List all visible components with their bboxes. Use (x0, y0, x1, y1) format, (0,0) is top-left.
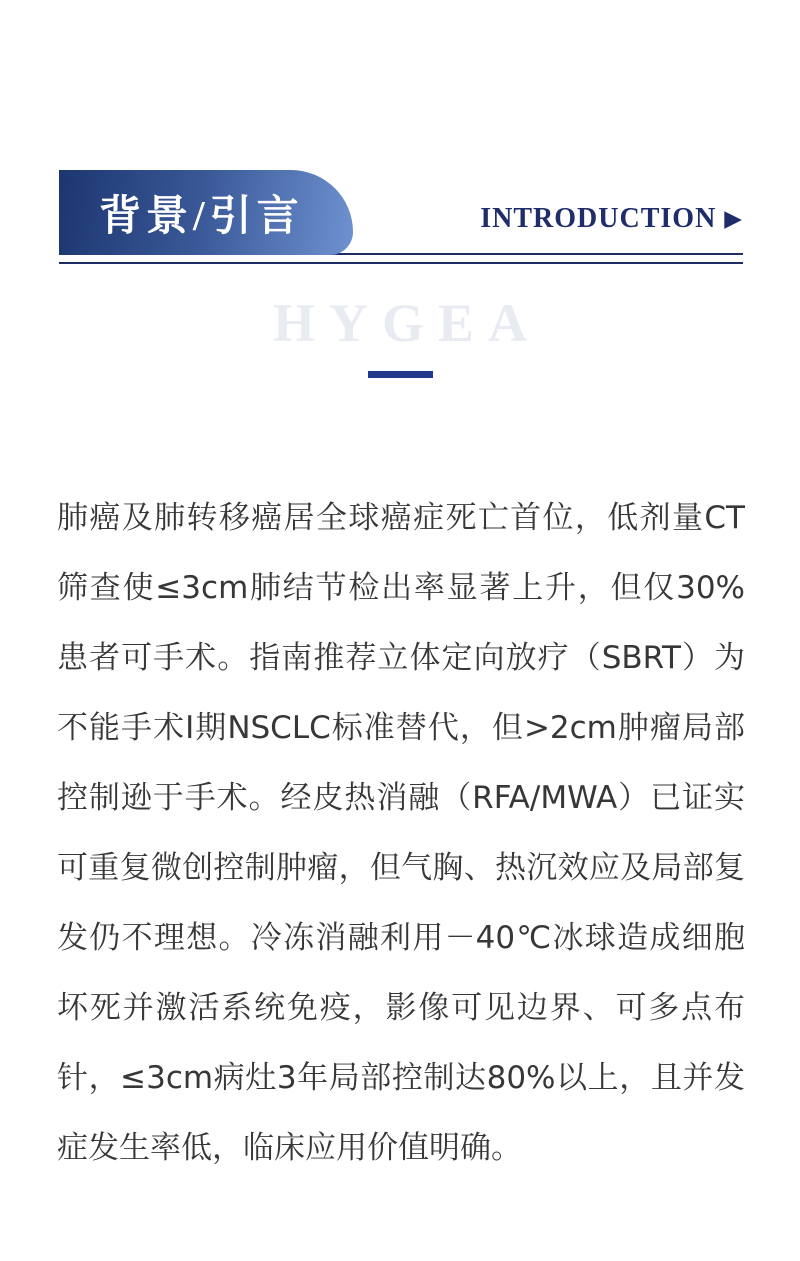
section-banner (59, 170, 353, 255)
header-rule-bottom (59, 262, 743, 264)
intro-paragraph: 肺癌及肺转移癌居全球癌症死亡首位，低剂量CT筛查使≤3cm肺结节检出率显著上升，但仅30%患者可手术。指南推荐立体定向放疗（SBRT）为不能手术Ⅰ期NSCLC标准替代，但>2cm肿瘤局部控制逊于手术。经皮热消融（RFA/MWA）已证实可重复微创控制肿瘤，但气胸、热沉效应及局部复发仍不理想。冷冻消融利用－40℃冰球造成细胞坏死并激活系统免疫，影像可见边界、可多点布针，≤3cm病灶3年局部控制达80%以上，且并发症发生率低，临床应用价值明确。 (57, 500, 745, 1166)
accent-bar (368, 371, 433, 378)
brand-watermark: HYGEA (272, 293, 542, 353)
arrow-right-icon: ▶ (724, 205, 743, 232)
section-label-en (480, 203, 743, 235)
section-label-text: INTRODUCTION (480, 203, 717, 234)
section-title: 背景/引言 (99, 193, 304, 240)
